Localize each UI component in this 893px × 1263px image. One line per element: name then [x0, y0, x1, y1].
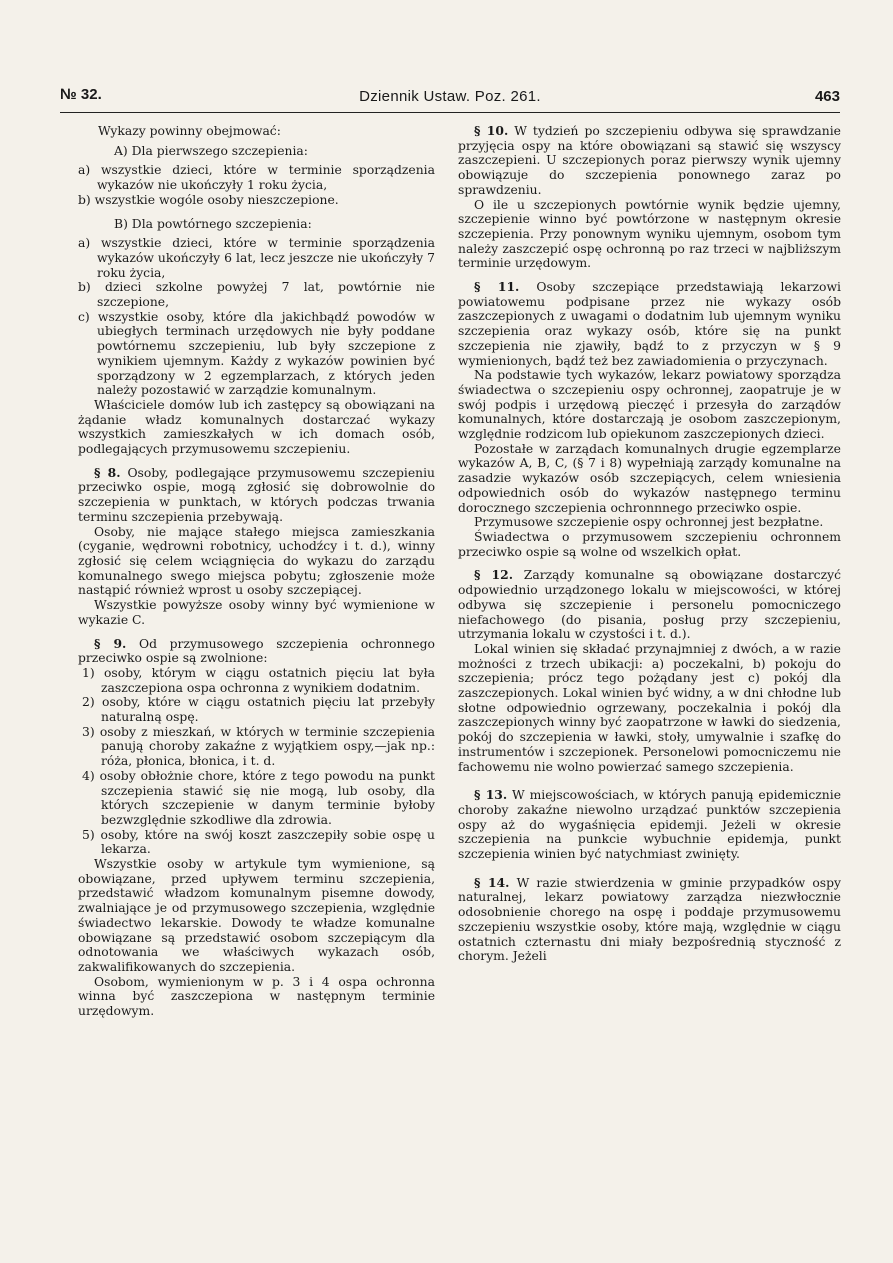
section-9-paragraph: Wszystkie osoby w artykule tym wymienione, są obowiązane, przed upływem terminu szczepienia, przedstawić władzom komunalnym pisemne dowody, zwalniające je od przymusowego szczepienia, względnie świadectwo lekarskie. Dowody te władze komunalne obowiązane są przedstawić osobom szczepiącym dla odnotowania we właściwych wykazach osób, zakwalifikowanych do szczepienia. — [78, 857, 435, 974]
left-column — [78, 124, 435, 1019]
section-11 — [458, 280, 841, 368]
section-14-number: § 14. — [474, 874, 510, 890]
section-9-text: Od przymusowego szczepienia ochronnego przeciwko ospie są zwolnione: — [78, 636, 435, 666]
section-13 — [458, 788, 841, 862]
section-9-item: 4) osoby obłożnie chore, które z tego powodu na punkt szczepienia stawić się nie mogą, lub osoby, dla których szczepienie w danym terminie byłoby bezwzględnie szkodliwe dla zdrowia. — [82, 768, 435, 827]
list-b-item: b) dzieci szkolne powyżej 7 lat, powtórnie nie szczepione, — [78, 280, 435, 310]
section-13-text: W miejscowościach, w których panują epidemicznie choroby zakaźne niewolno urządzać punktów szczepienia ospy aż do wygaśnięcia epidemji. Jeżeli w okresie szczepienia na punkcie wybuchnie epidemja, punkt szczepienia winien być natychmiast zwinięty. — [458, 788, 841, 862]
section-10 — [458, 124, 841, 198]
section-9-item: 2) osoby, które w ciągu ostatnich pięciu lat przebyły naturalną ospę. — [82, 695, 435, 725]
list-a-item: a) wszystkie dzieci, które w terminie sporządzenia wykazów nie ukończyły 1 roku życia, — [78, 163, 435, 193]
section-11-number: § 11. — [474, 279, 520, 295]
issue-number: № 32. — [60, 86, 102, 103]
section-10-number: § 10. — [474, 123, 509, 138]
header-rule — [60, 112, 840, 113]
list-a-item: b) wszystkie wogóle osoby nieszczepione. — [78, 192, 339, 207]
page-header — [60, 86, 840, 110]
section-11-text: Osoby szczepiące przedstawiają lekarzowi powiatowemu podpisane przez nie wykazy osób zaszczepionych z uwagami o dodatnim lub ujemnym wyniku szczepienia oraz wykazy osób, które się na punkt szczepienia nie zjawiły, bądź to z przyczyn w § 9 wymienionych, bądź też bez zawiadomienia o przyczynach. — [458, 280, 841, 368]
section-9-item: 5) osoby, które na swój koszt zaszczepiły sobie ospę u lekarza. — [82, 827, 435, 857]
section-8 — [78, 466, 435, 525]
section-9-item: 1) osoby, którym w ciągu ostatnich pięciu lat była zaszczepiona ospa ochronna z wynikiem dodatnim. — [82, 665, 435, 695]
section-8-text: Osoby, podlegające przymusowemu szczepieniu przeciwko ospie, mogą zgłosić się dobrowolnie do szczepienia w punktach, w których podczas trwania terminu szczepienia przebywają. — [78, 465, 435, 524]
section-12-paragraph: Lokal winien się składać przynajmniej z dwóch, a w razie możności z trzech ubikacji: a) poczekalni, b) pokoju do szczepienia; prócz tego pożądany jest c) pokój dla zaszczepionych. Lokal winien być widny, a w dni chłodne lub słotne odpowiednio ogrzewany, poczekalnia i pokój dla zaszczepionych winny być zaopatrzone w ławki do siedzenia, pokój do szczepienia w ławki, stoły, umywalnie i szafkę do instrumentów i szczepionek. Personelowi pomocniczemu nie fachowemu nie wolno powierzać samego szczepienia. — [458, 641, 841, 774]
section-9 — [78, 637, 435, 666]
owners-paragraph: Właściciele domów lub ich zastępcy są obowiązani na żądanie władz komunalnych dostarczać wykazy wszystkich zamieszkałych w ich domach osób, podlegających przymusowemu szczepieniu. — [78, 397, 435, 457]
section-14-text: W razie stwierdzenia w gminie przypadków ospy naturalnej, lekarz powiatowy zarządza niezwłocznie odosobnienie chorego na ospę i poddaje przymusowemu szczepieniu wszystkie osoby, które mają, względnie w ciągu ostatnich czternastu dni miały bezpośrednią styczność z chorym. Jeżeli — [458, 875, 841, 964]
list-b-item: a) wszystkie dzieci, które w terminie sporządzenia wykazów ukończyły 6 lat, lecz jeszcze nie ukończyły 7 roku życia, — [78, 236, 435, 280]
list-a-heading: A) Dla pierwszego szczepienia: — [114, 143, 308, 158]
list-b-item: c) wszystkie osoby, które dla jakichbądź powodów w ubiegłych terminach urzędowych nie były poddane powtórnemu szczepieniu, lub były szczepione z wynikiem ujemnym. Każdy z wykazów powinien być sporządzony w 2 egzemplarzach, z których jeden należy pozostawić w zarządzie komunalnym. — [78, 309, 435, 398]
section-11-paragraph: Świadectwa o przymusowem szczepieniu ochronnem przeciwko ospie są wolne od wszelkich opłat. — [458, 529, 841, 559]
right-column — [458, 124, 841, 964]
section-12 — [458, 568, 841, 642]
section-14 — [458, 876, 841, 964]
section-11-paragraph: Przymusowe szczepienie ospy ochronnej jest bezpłatne. — [474, 515, 824, 530]
section-11-paragraph: Pozostałe w zarządach komunalnych drugie egzemplarze wykazów A, B, C, (§ 7 i 8) wypełniają zarządy komunalne na zasadzie wykazów osób szczepiących, celem wniesienia odpowiednich osób do wykazów następnego terminu dorocznego szczepienia ochronnnego przeciwko ospie. — [458, 441, 841, 515]
section-8-paragraph: Osoby, nie mające stałego miejsca zamieszkania (cyganie, wędrowni robotnicy, uchodźcy i t. d.), winny zgłosić się celem wciągnięcia do wykazu do zarządu komunalnego swego miejsca pobytu; zgłoszenie może nastąpić również wprost u osoby szczepiącej. — [78, 524, 435, 598]
lists-intro: Wykazy powinny obejmować: — [98, 124, 281, 138]
section-13-number: § 13. — [474, 787, 508, 803]
section-9-item: 3) osoby z mieszkań, w których w terminie szczepienia panują choroby zakaźne z wyjątkiem ospy,—jak np.: róża, płonica, błonica, i t. d. — [82, 724, 435, 769]
section-8-paragraph: Wszystkie powyższe osoby winny być wymienione w wykazie C. — [78, 598, 435, 627]
section-9-number: § 9. — [94, 635, 127, 651]
list-b-heading: B) Dla powtórnego szczepienia: — [114, 216, 312, 231]
page-number: 463 — [814, 88, 840, 105]
section-8-number: § 8. — [94, 464, 121, 480]
section-11-paragraph: Na podstawie tych wykazów, lekarz powiatowy sporządza świadectwa o szczepieniu ospy ochronnej, zaopatruje je w swój podpis i urzędową pieczęć i przesyła do zarządów komunalnych, które dostarczają je osobom zaszczepionym, względnie rodzicom lub opiekunom zaszczepionych dzieci. — [458, 368, 841, 442]
section-10-paragraph: O ile u szczepionych powtórnie wynik będzie ujemny, szczepienie winno być powtórzone w następnym okresie szczepienia. Przy ponownym wyniku ujemnym, osobom tym należy zaszczepić ospę ochronną po raz trzeci w najbliższym terminie urzędowym. — [458, 197, 841, 271]
section-9-paragraph: Osobom, wymienionym w p. 3 i 4 ospa ochronna winna być zaszczepiona w następnym terminie urzędowym. — [78, 974, 435, 1019]
section-10-text: W tydzień po szczepieniu odbywa się sprawdzanie przyjęcia ospy na które obowiązani są stawić się wszyscy zaszczepieni. U szczepionych poraz pierwszy wynik ujemny obowiązuje do szczepienia ponownego zaraz po sprawdzeniu. — [458, 124, 841, 197]
section-12-number: § 12. — [474, 567, 514, 583]
section-12-text: Zarządy komunalne są obowiązane dostarczyć odpowiednio urządzonego lokalu w miejscowości, w której odbywa się szczepienie i personelu pomocniczego niefachowego (do pisania, posług przy szczepieniu, utrzymania lokalu w czystości i t. d.). — [458, 568, 841, 642]
journal-title: Dziennik Ustaw. Poz. 261. — [359, 88, 541, 105]
